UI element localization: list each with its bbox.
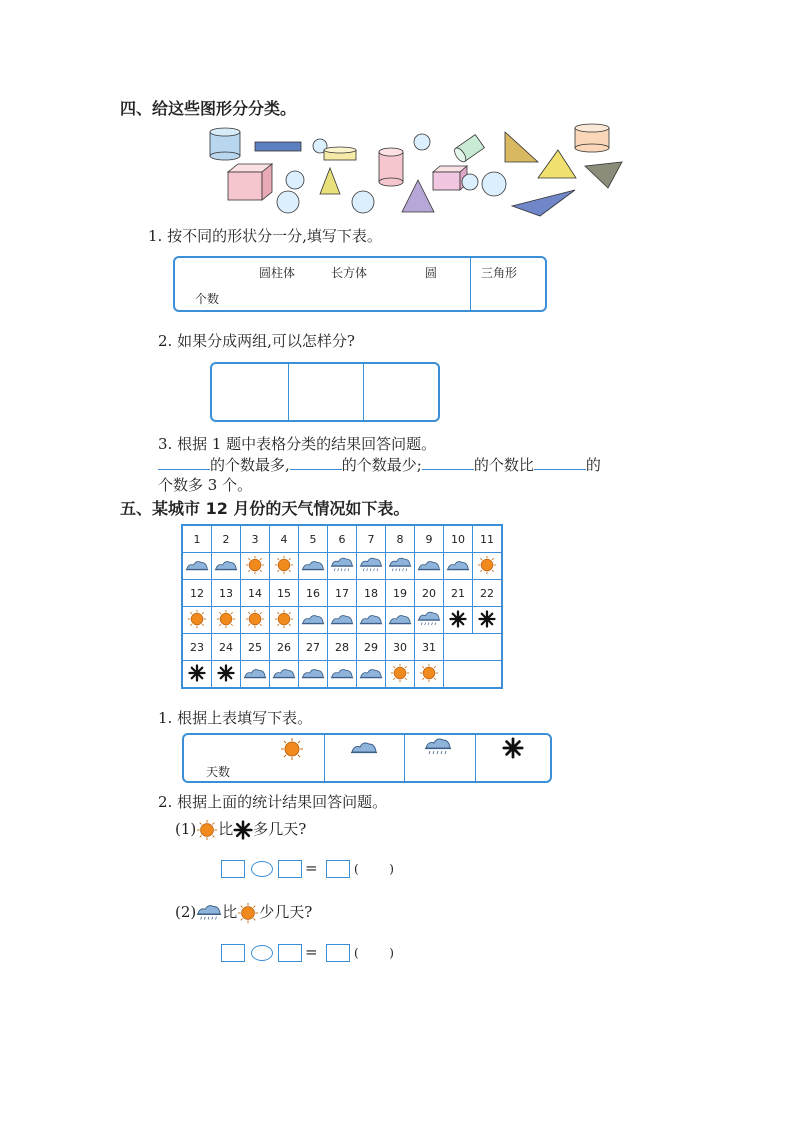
section5-q2: 2. 根据上面的统计结果回答问题。 (158, 793, 388, 811)
calendar-day-number: 22 (473, 580, 503, 607)
calendar-weather-cell (182, 607, 212, 634)
equation-box[interactable] (326, 944, 350, 962)
empty-cell (444, 661, 503, 689)
calendar-day-number: 25 (241, 634, 270, 661)
sub-question-2: (2) 比 少几天? (175, 901, 312, 924)
calendar-day-number: 13 (212, 580, 241, 607)
triangle-shape (320, 168, 340, 194)
calendar-day-number: 19 (386, 580, 415, 607)
calendar-weather-cell (328, 607, 357, 634)
sunny-icon (245, 609, 265, 629)
calendar-day-number: 26 (270, 634, 299, 661)
cloudy-icon (185, 558, 209, 572)
equals-sign: = (305, 859, 318, 877)
weather-calendar (181, 524, 503, 689)
calendar-weather-cell (299, 553, 328, 580)
snowy-icon (188, 664, 206, 682)
cylinder-shape (379, 148, 403, 186)
calendar-day-number: 3 (241, 525, 270, 553)
answer-blank[interactable] (290, 455, 342, 470)
unit-paren: ( ) (354, 946, 394, 960)
cuboid-shape (255, 142, 301, 151)
cloudy-icon (359, 666, 383, 680)
calendar-day-number: 9 (415, 525, 444, 553)
answer-blank[interactable] (158, 455, 210, 470)
cloudy-icon (301, 558, 325, 572)
operator-circle[interactable] (251, 861, 273, 877)
snowy-icon (217, 664, 235, 682)
calendar-day-number: 11 (473, 525, 503, 553)
calendar-weather-cell (473, 553, 503, 580)
circle-shape (482, 172, 506, 196)
calendar-weather-cell (270, 661, 299, 689)
calendar-day-number: 6 (328, 525, 357, 553)
calendar-day-number: 29 (357, 634, 386, 661)
answer-blank[interactable] (422, 455, 474, 470)
row-label-count: 个数 (195, 292, 220, 306)
equation-box[interactable] (326, 860, 350, 878)
cloudy-icon (446, 558, 470, 572)
calendar-day-number: 31 (415, 634, 444, 661)
calendar-weather-cell (415, 607, 444, 634)
calendar-day-number: 2 (212, 525, 241, 553)
equation-box[interactable] (221, 860, 245, 878)
row-label-days: 天数 (206, 765, 231, 779)
cloudy-icon (301, 666, 325, 680)
equation-box[interactable] (278, 944, 302, 962)
calendar-day-number: 7 (357, 525, 386, 553)
calendar-weather-cell (444, 553, 473, 580)
cylinder-shape (575, 124, 609, 152)
equals-sign: = (305, 943, 318, 961)
section4-q3-line1: 的个数最多, 的个数最少; 的个数比 的 (158, 454, 601, 475)
header-triangle: 三角形 (481, 266, 518, 280)
calendar-day-number: 5 (299, 525, 328, 553)
calendar-weather-cell (328, 661, 357, 689)
calendar-day-number: 12 (182, 580, 212, 607)
cloudy-icon (301, 612, 325, 626)
calendar-weather-cell (357, 607, 386, 634)
calendar-weather-cell (212, 553, 241, 580)
calendar-weather-cell (299, 607, 328, 634)
calendar-weather-cell (299, 661, 328, 689)
calendar-weather-cell (241, 607, 270, 634)
section5-title: 五、某城市 12 月份的天气情况如下表。 (120, 499, 410, 518)
sunny-icon (245, 555, 265, 575)
rainy-icon (417, 610, 441, 628)
cylinder-shape (210, 128, 240, 160)
snowy-icon (478, 610, 496, 628)
section4-q1: 1. 按不同的形状分一分,填写下表。 (148, 227, 382, 245)
section5-q1: 1. 根据上表填写下表。 (158, 709, 313, 727)
triangle-shape (505, 132, 538, 162)
calendar-day-number: 4 (270, 525, 299, 553)
calendar-weather-cell (415, 661, 444, 689)
calendar-day-number: 30 (386, 634, 415, 661)
circle-shape (277, 191, 299, 213)
triangle-shape (512, 190, 575, 216)
header-circle: 圆 (425, 266, 438, 280)
snowy-icon (233, 820, 253, 840)
rainy-icon (424, 737, 452, 757)
cloudy-icon (350, 739, 378, 755)
calendar-weather-cell (473, 607, 503, 634)
cloudy-icon (359, 612, 383, 626)
rainy-icon (330, 556, 354, 574)
sunny-icon (280, 737, 304, 761)
calendar-weather-cell (415, 553, 444, 580)
calendar-weather-cell (212, 607, 241, 634)
calendar-day-number: 23 (182, 634, 212, 661)
cylinder-shape (324, 147, 356, 160)
sunny-icon (274, 555, 294, 575)
triangle-shape (585, 162, 622, 188)
sunny-icon (419, 663, 439, 683)
sunny-icon (187, 609, 207, 629)
calendar-weather-cell (182, 553, 212, 580)
calendar-day-number: 21 (444, 580, 473, 607)
calendar-weather-cell (328, 553, 357, 580)
empty-cell (444, 634, 503, 661)
cloudy-icon (330, 666, 354, 680)
cloudy-icon (330, 612, 354, 626)
cloudy-icon (272, 666, 296, 680)
weather-count-table (182, 733, 552, 783)
cloudy-icon (214, 558, 238, 572)
answer-blank[interactable] (534, 455, 586, 470)
rainy-icon (359, 556, 383, 574)
sunny-icon (477, 555, 497, 575)
sunny-icon (196, 819, 218, 841)
calendar-day-number: 17 (328, 580, 357, 607)
calendar-weather-cell (386, 607, 415, 634)
header-cylinder: 圆柱体 (259, 266, 296, 280)
two-group-box[interactable] (210, 362, 440, 422)
snowy-icon (502, 737, 524, 759)
circle-shape (462, 174, 478, 190)
cube-shape (228, 164, 272, 200)
section4-q3: 3. 根据 1 题中表格分类的结果回答问题。 (158, 435, 437, 453)
section4-title: 四、给这些图形分分类。 (120, 99, 297, 118)
shape-count-table (173, 256, 547, 312)
equation-box[interactable] (221, 944, 245, 962)
calendar-weather-cell (270, 553, 299, 580)
calendar-weather-cell (444, 607, 473, 634)
calendar-weather-cell (241, 661, 270, 689)
calendar-day-number: 28 (328, 634, 357, 661)
calendar-day-number: 1 (182, 525, 212, 553)
operator-circle[interactable] (251, 945, 273, 961)
rainy-icon (388, 556, 412, 574)
calendar-day-number: 24 (212, 634, 241, 661)
calendar-day-number: 8 (386, 525, 415, 553)
cloudy-icon (243, 666, 267, 680)
calendar-weather-cell (386, 661, 415, 689)
calendar-weather-cell (386, 553, 415, 580)
sunny-icon (216, 609, 236, 629)
calendar-weather-cell (270, 607, 299, 634)
calendar-day-number: 18 (357, 580, 386, 607)
triangle-shape (538, 150, 576, 178)
calendar-weather-cell (182, 661, 212, 689)
cube-shape (433, 166, 467, 190)
calendar-day-number: 20 (415, 580, 444, 607)
calendar-weather-cell (212, 661, 241, 689)
sunny-icon (237, 902, 259, 924)
sub-question-1: (1) 比 多几天? (175, 818, 306, 841)
cloudy-icon (417, 558, 441, 572)
sunny-icon (390, 663, 410, 683)
section4-q2: 2. 如果分成两组,可以怎样分? (158, 332, 355, 350)
shapes-illustration (200, 120, 630, 220)
calendar-weather-cell (241, 553, 270, 580)
circle-shape (352, 191, 374, 213)
calendar-day-number: 14 (241, 580, 270, 607)
rainy-icon (196, 903, 222, 923)
calendar-day-number: 16 (299, 580, 328, 607)
calendar-day-number: 15 (270, 580, 299, 607)
snowy-icon (449, 610, 467, 628)
unit-paren: ( ) (354, 862, 394, 876)
section4-q3-line2: 个数多 3 个。 (158, 476, 253, 494)
calendar-day-number: 10 (444, 525, 473, 553)
circle-shape (286, 171, 304, 189)
cloudy-icon (388, 612, 412, 626)
equation-box[interactable] (278, 860, 302, 878)
circle-shape (414, 134, 430, 150)
cylinder-shape (452, 135, 484, 164)
triangle-shape (402, 180, 434, 212)
header-cuboid: 长方体 (331, 266, 368, 280)
sunny-icon (274, 609, 294, 629)
calendar-day-number: 27 (299, 634, 328, 661)
calendar-weather-cell (357, 661, 386, 689)
calendar-weather-cell (357, 553, 386, 580)
